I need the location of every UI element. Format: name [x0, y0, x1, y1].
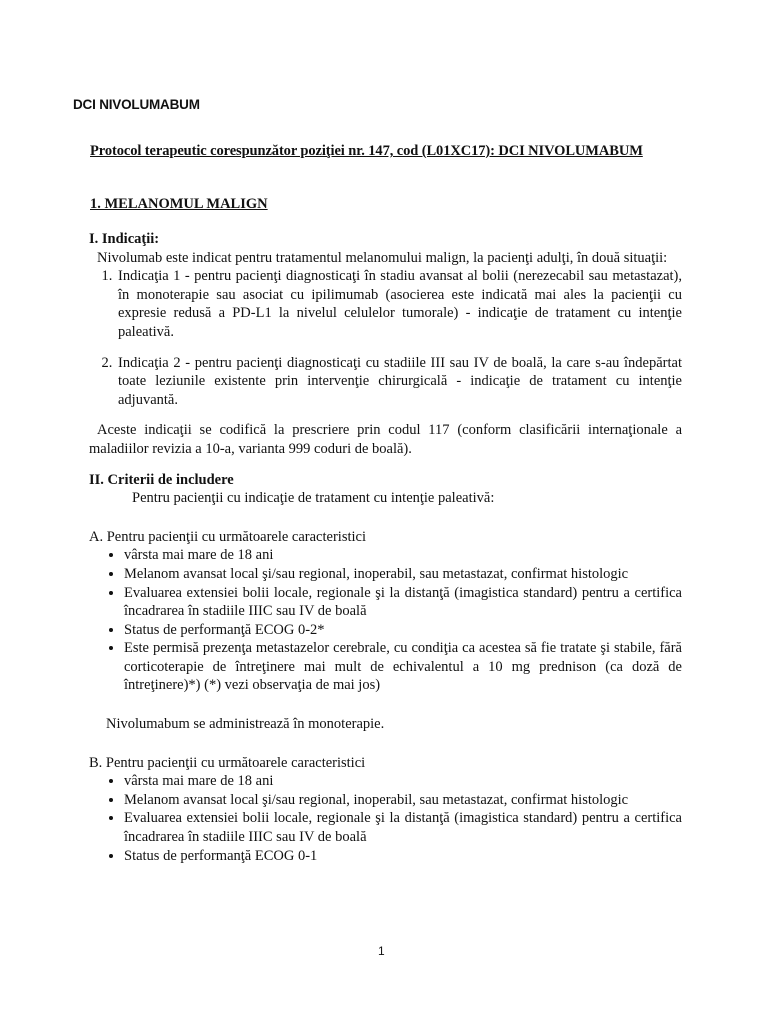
group-a-item: • Melanom avansat local şi/sau regional, inoperabil, sau metastazat, confirmat histologic	[124, 565, 682, 584]
group-b-item: • Status de performanţă ECOG 0-1	[124, 847, 682, 866]
indication-item-1: 1. Indicaţia 1 - pentru pacienţi diagnosticaţi în stadiu avansat al bolii (nerezecabil sau metastazat), în monoterapie sau asociat cu ipilimumab (asocierea este indicată mai ales la pacienţii cu expresie redusă a PD-L1 la nivelul celulelor tumorale) - indicaţie de tratament cu intenţie paleativă.	[116, 267, 682, 341]
dci-title: DCI NIVOLUMABUM	[73, 97, 200, 112]
group-a-item: • vârsta mai mare de 18 ani	[124, 546, 682, 565]
group-a-item: • Evaluarea extensiei bolii locale, regionale şi la distanţă (imagistica standard) pentru a certifica încadrarea în stadiile IIIC sau IV de boală	[124, 584, 682, 621]
group-a-item: • Este permisă prezenţa metastazelor cerebrale, cu condiţia ca acestea să fie tratate şi stabile, fără corticoterapie de întreţinere mai mult de echivalentul a 10 mg prednison (ca doză de întreţinere)*) (*) vezi observaţia de mai jos)	[124, 639, 682, 695]
section-title-melanom: 1. MELANOMUL MALIGN	[90, 196, 268, 212]
group-b-list	[89, 772, 682, 865]
group-b-item: • Evaluarea extensiei bolii locale, regionale şi la distanţă (imagistica standard) pentru a certifica încadrarea în stadiile IIIC sau IV de boală	[124, 809, 682, 846]
document-body	[89, 230, 682, 865]
coding-note: Aceste indicaţii se codifică la prescriere prin codul 117 (conform clasificării internaţionale a maladiilor revizia a 10-a, varianta 999 coduri de boală).	[89, 422, 682, 457]
indications-heading: I. Indicaţii:	[89, 231, 160, 247]
inclusion-heading: II. Criterii de includere	[89, 471, 234, 488]
group-a-item: • Status de performanţă ECOG 0-2*	[124, 621, 682, 640]
group-a-title: A. Pentru pacienţii cu următoarele caracteristici	[89, 528, 366, 545]
indications-intro: Nivolumab este indicat pentru tratamentul melanomului malign, la pacienţi adulţi, în două situaţii:	[97, 249, 668, 266]
indications-list	[89, 267, 682, 409]
group-b-item: • Melanom avansat local şi/sau regional, inoperabil, sau metastazat, confirmat histologic	[124, 791, 682, 810]
protocol-title: Protocol terapeutic corespunzător poziţiei nr. 147, cod (L01XC17): DCI NIVOLUMABUM	[90, 143, 643, 159]
group-a-list	[89, 546, 682, 695]
monotherapy-note: Nivolumabum se administrează în monoterapie.	[106, 716, 385, 733]
group-b-title: B. Pentru pacienţii cu următoarele caracteristici	[89, 754, 366, 771]
page-number: 1	[378, 944, 385, 958]
group-b-item: • vârsta mai mare de 18 ani	[124, 772, 682, 791]
indication-item-2: 2. Indicaţia 2 - pentru pacienţi diagnosticaţi cu stadiile III sau IV de boală, la care s-au îndepărtat toate leziunile existente prin intervenţie chirurgicală - indicaţie de tratament cu intenţie adjuvantă.	[116, 354, 682, 410]
inclusion-subheading: Pentru pacienţii cu indicaţie de tratament cu intenţie paleativă:	[132, 490, 495, 507]
